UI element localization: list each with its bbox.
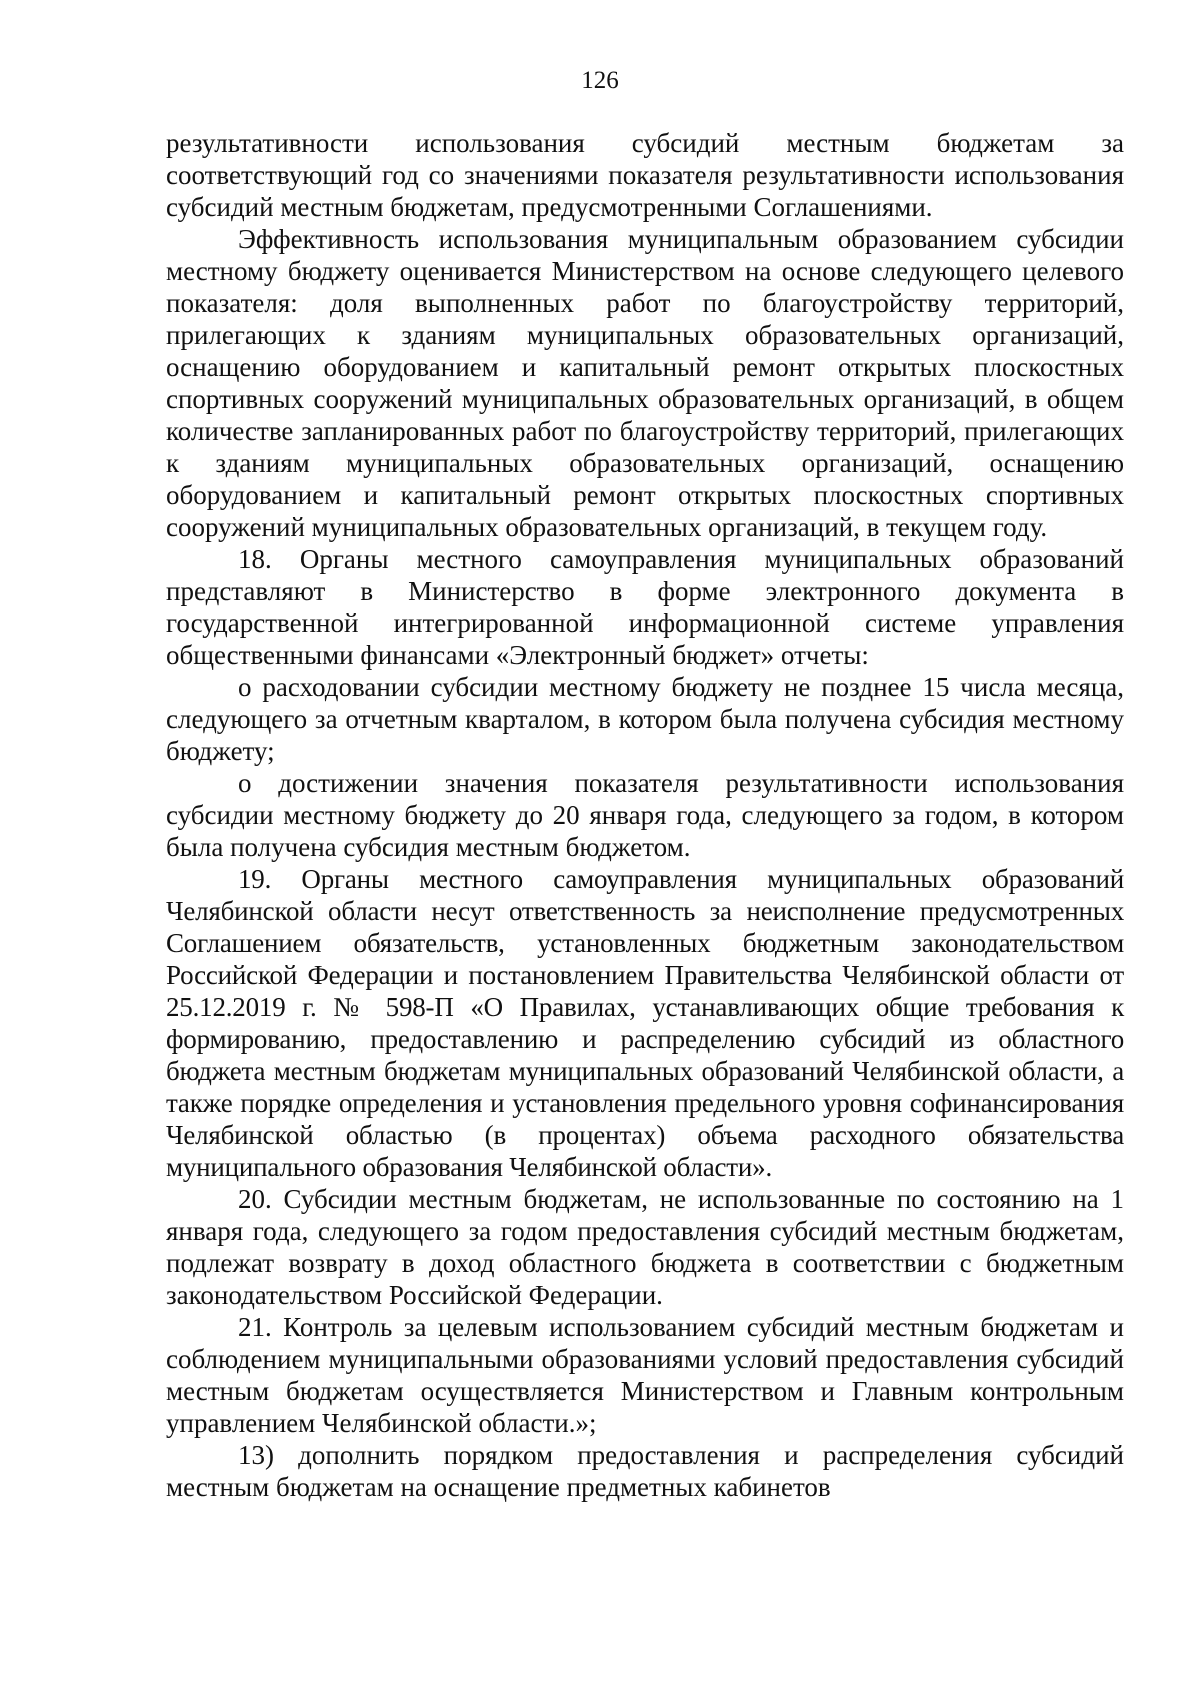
paragraph-efficiency: Эффективность использования муниципальным образованием субсидии местному бюджету оценивается Министерством на основе следующего целевого показателя: доля выполненных работ по благоустройству территорий, прилегающих к зданиям муниципальных образовательных организаций, оснащению оборудованием и капитальный ремонт открытых плоскостных спортивных сооружений муниципальных образовательных организаций, в общем количестве запланированных работ по благоустройству территорий, прилегающих к зданиям муниципальных образовательных организаций, оснащению оборудованием и капитальный ремонт открытых плоскостных спортивных сооружений муниципальных образовательных организаций, в текущем году. xyxy=(166,224,1124,542)
paragraph-continuation: результативности использования субсидий местным бюджетам за соответствующий год со значениями показателя результативности использования субсидий местным бюджетам, предусмотренными Соглашениями. xyxy=(166,128,1124,222)
paragraph-item-20: 20. Субсидии местным бюджетам, не использованные по состоянию на 1 января года, следующего за годом предоставления субсидий местным бюджетам, подлежат возврату в доход областного бюджета в соответствии с бюджетным законодательством Российской Федерации. xyxy=(166,1184,1124,1310)
paragraph-item-19: 19. Органы местного самоуправления муниципальных образований Челябинской области несут ответственность за неисполнение предусмотренных Соглашением обязательств, установленных бюджетным законодательством Российской Федерации и постановлением Правительства Челябинской области от 25.12.2019 г. № 598-П «О Правилах, устанавливающих общие требования к формированию, предоставлению и распределению субсидий из областного бюджета местным бюджетам муниципальных образований Челябинской области, а также порядке определения и установления предельного уровня софинансирования Челябинской областью (в процентах) объема расходного обязательства муниципального образования Челябинской области». xyxy=(166,864,1124,1182)
paragraph-report-spending: о расходовании субсидии местному бюджету не позднее 15 числа месяца, следующего за отчетным кварталом, в котором была получена субсидия местному бюджету; xyxy=(166,672,1124,766)
paragraph-item-18: 18. Органы местного самоуправления муниципальных образований представляют в Министерство в форме электронного документа в государственной интегрированной информационной системе управления общественными финансами «Электронный бюджет» отчеты: xyxy=(166,544,1124,670)
paragraph-item-13: 13) дополнить порядком предоставления и распределения субсидий местным бюджетам на оснащение предметных кабинетов xyxy=(166,1440,1124,1502)
paragraph-report-indicator: о достижении значения показателя результативности использования субсидии местному бюджету до 20 января года, следующего за годом, в котором была получена субсидия местным бюджетом. xyxy=(166,768,1124,862)
paragraph-item-21: 21. Контроль за целевым использованием субсидий местным бюджетам и соблюдением муниципальными образованиями условий предоставления субсидий местным бюджетам осуществляется Министерством и Главным контрольным управлением Челябинской области.»; xyxy=(166,1312,1124,1438)
document-body xyxy=(166,127,1124,1503)
page-number: 126 xyxy=(581,67,619,94)
